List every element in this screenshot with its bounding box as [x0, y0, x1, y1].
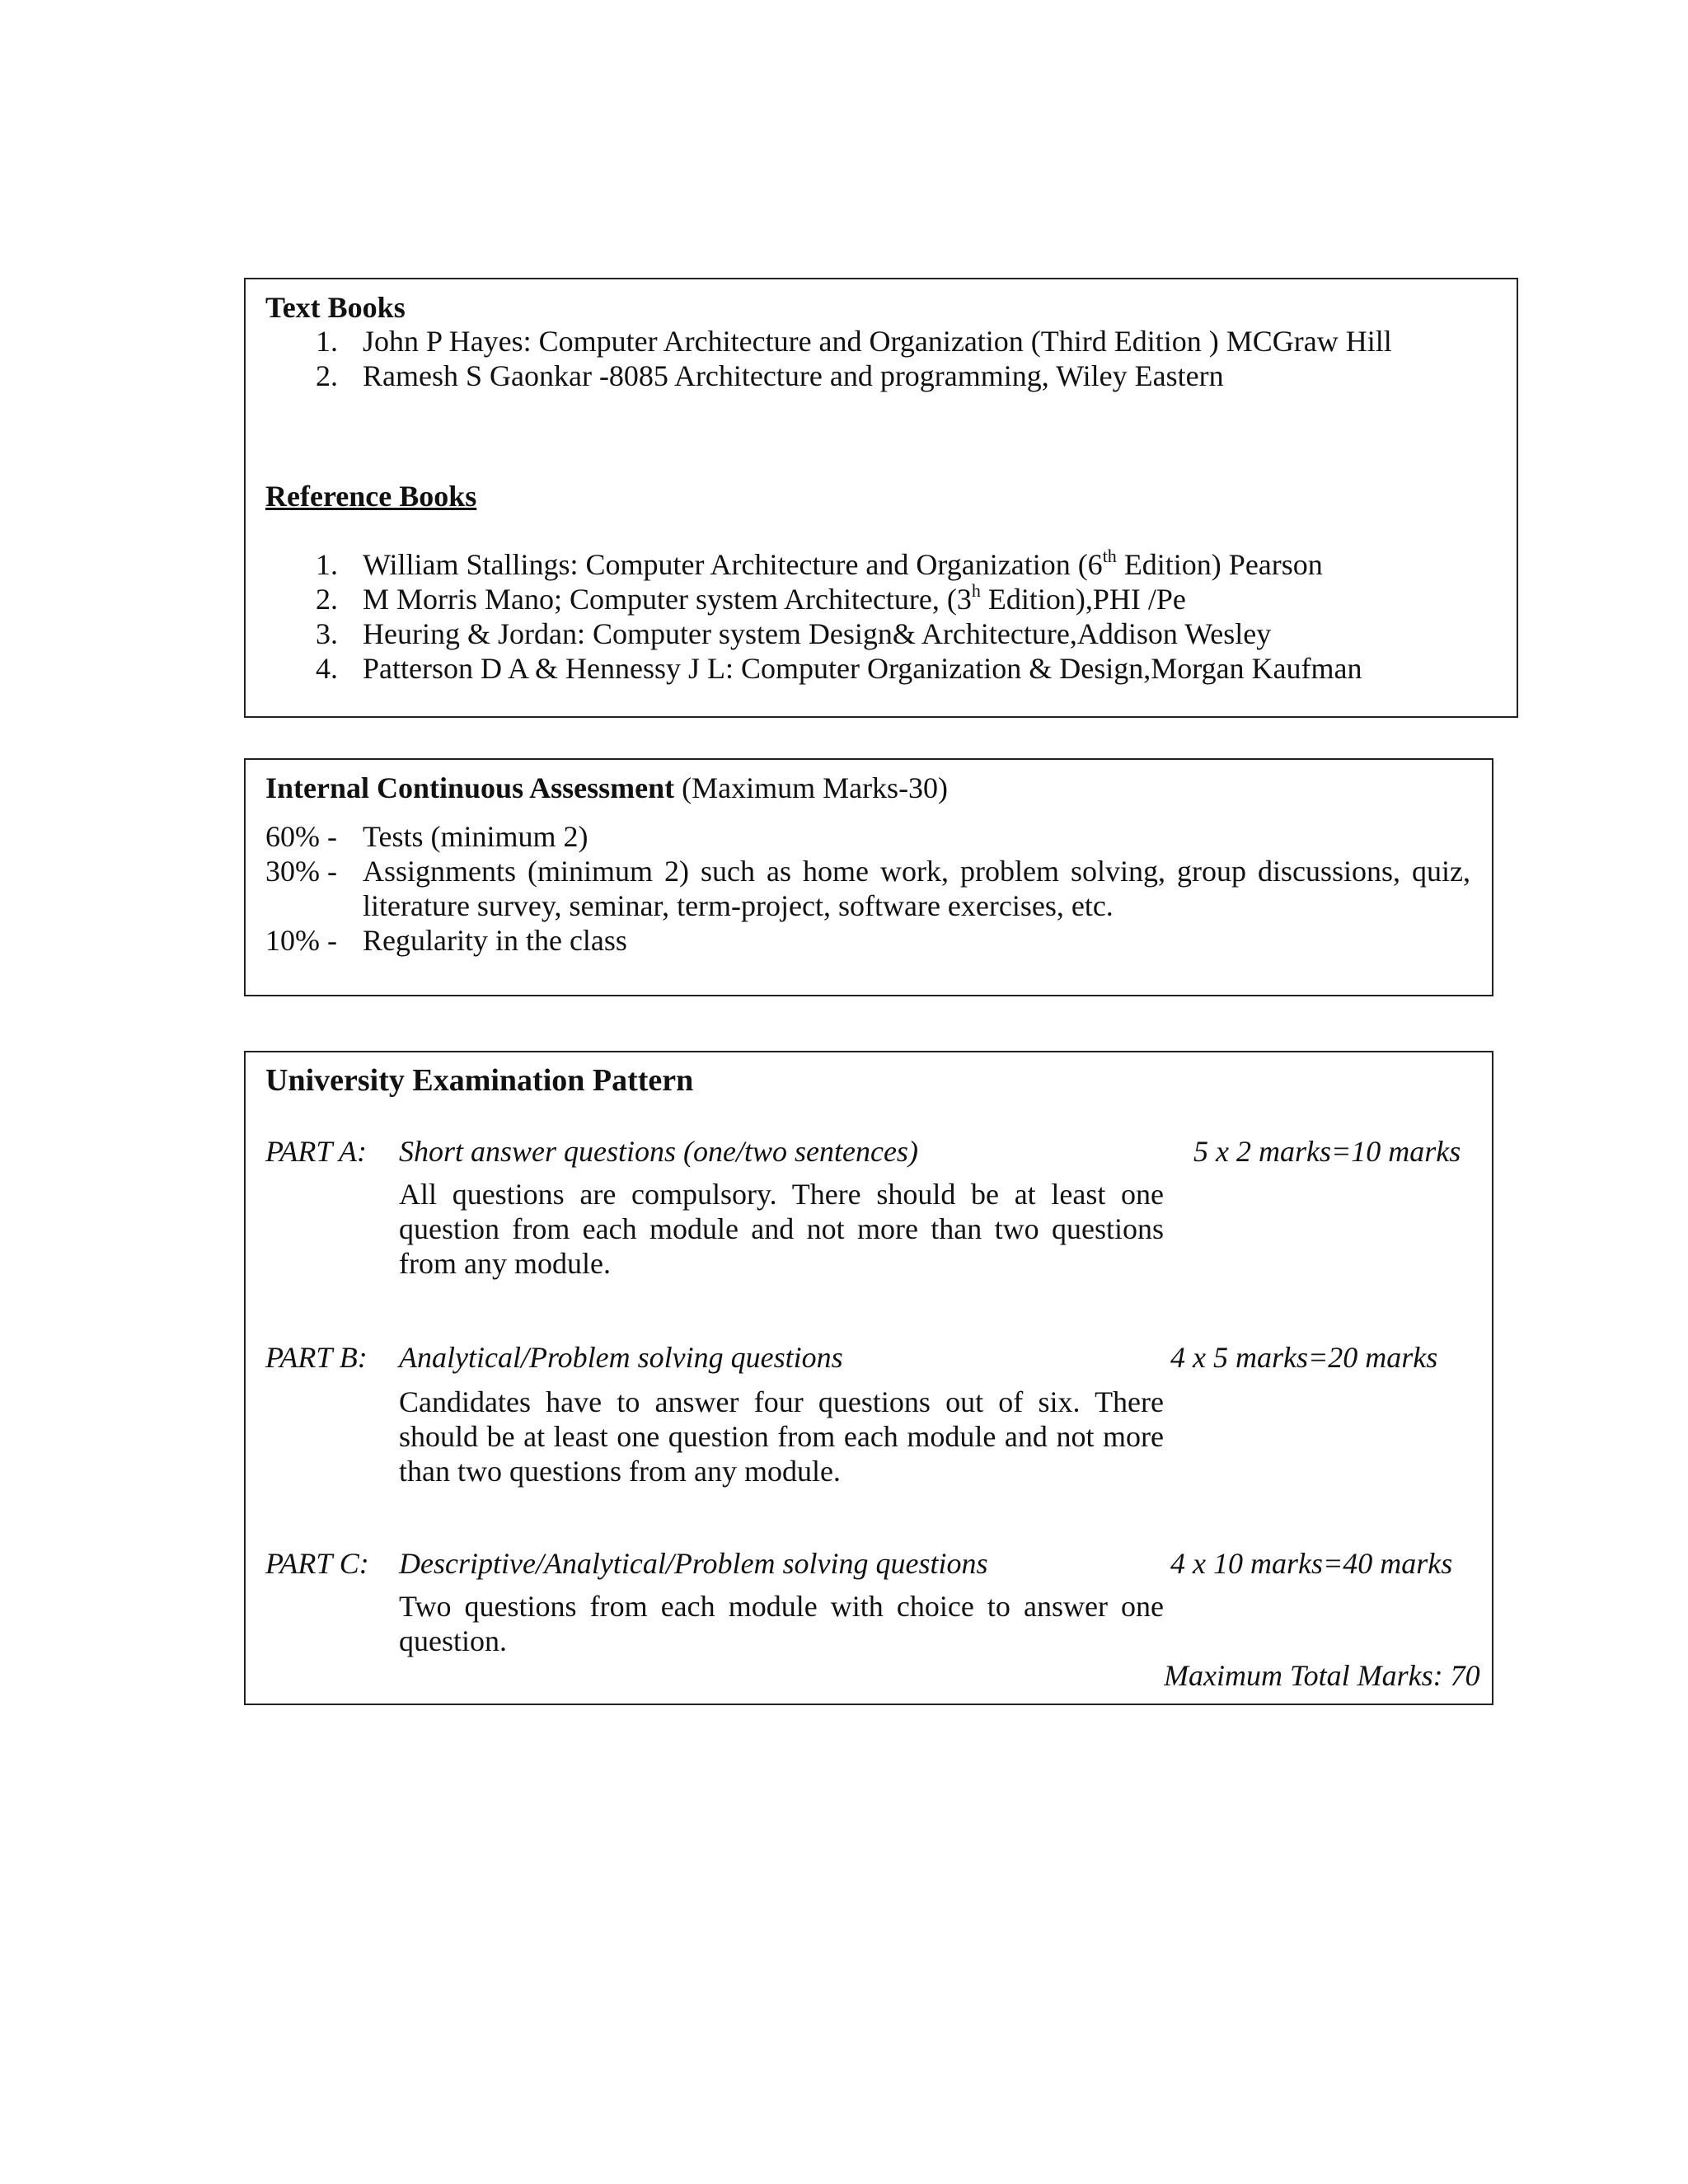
part-description-line: Candidates have to answer four questions out of six. There	[399, 1385, 1164, 1418]
part-label: PART A:	[265, 1135, 368, 1168]
assessment-item-continued: literature survey, seminar, term-project, software exercises, etc.	[363, 889, 1114, 922]
assessment-percentage: 10% -	[265, 924, 337, 957]
reference-books-heading: Reference Books	[265, 480, 477, 513]
assessment-percentage: 30% -	[265, 855, 337, 888]
reference-book-number: 1.	[316, 548, 338, 581]
reference-book-number: 3.	[316, 617, 338, 650]
text-books-heading: Text Books	[265, 291, 406, 324]
reference-book-item: William Stallings: Computer Architecture and Organization (6th Edition) Pearson	[363, 546, 1323, 581]
text-book-number: 1.	[316, 325, 338, 358]
part-description-line: question from each module and not more than two questions	[399, 1212, 1164, 1245]
part-label: PART B:	[265, 1341, 368, 1374]
reference-book-item: M Morris Mano; Computer system Architecture, (3$^h$ Edition),PHI /Pe	[363, 580, 1186, 616]
maximum-total-marks-wrapper	[1164, 1658, 1488, 1696]
part-description-line: should be at least one question from each module and not more	[399, 1420, 1164, 1453]
part-title: Analytical/Problem solving questions	[399, 1341, 843, 1374]
university-exam-heading: University Examination Pattern	[265, 1063, 694, 1098]
reference-book-item: Heuring & Jordan: Computer system Design& Architecture,Addison Wesley	[363, 617, 1272, 650]
part-description-line: question.	[399, 1624, 507, 1657]
assessment-percentage: 60% -	[265, 820, 337, 853]
part-marks: 4 x 10 marks=40 marks	[1170, 1547, 1453, 1580]
reference-book-item: Patterson D A & Hennessy J L: Computer Organization & Design,Morgan Kaufman	[363, 652, 1362, 685]
part-description-line: than two questions from any module.	[399, 1455, 841, 1488]
part-title: Short answer questions (one/two sentences)	[399, 1135, 918, 1168]
part-description-line: from any module.	[399, 1247, 611, 1280]
assessment-item: Regularity in the class	[363, 924, 627, 957]
part-description-line: All questions are compulsory. There should be at least one	[399, 1178, 1164, 1211]
reference-book-number: 4.	[316, 652, 338, 685]
part-description-line: Two questions from each module with choice to answer one	[399, 1590, 1164, 1623]
text-book-item: John P Hayes: Computer Architecture and Organization (Third Edition ) MCGraw Hill	[363, 325, 1392, 358]
part-label: PART C:	[265, 1547, 369, 1580]
maximum-total-marks: Maximum Total Marks: 70	[1164, 1659, 1480, 1692]
part-marks: 5 x 2 marks=10 marks	[1193, 1135, 1461, 1168]
assessment-item: Tests (minimum 2)	[363, 820, 588, 853]
internal-assessment-heading: Internal Continuous Assessment (Maximum Marks-30)	[265, 771, 949, 804]
part-marks: 4 x 5 marks=20 marks	[1170, 1341, 1438, 1374]
text-book-number: 2.	[316, 359, 338, 392]
reference-book-number: 2.	[316, 583, 338, 616]
part-title: Descriptive/Analytical/Problem solving questions	[399, 1547, 988, 1580]
text-book-item: Ramesh S Gaonkar -8085 Architecture and programming, Wiley Eastern	[363, 359, 1224, 392]
assessment-item: Assignments (minimum 2) such as home work, problem solving, group discussions, quiz,	[363, 855, 1470, 888]
